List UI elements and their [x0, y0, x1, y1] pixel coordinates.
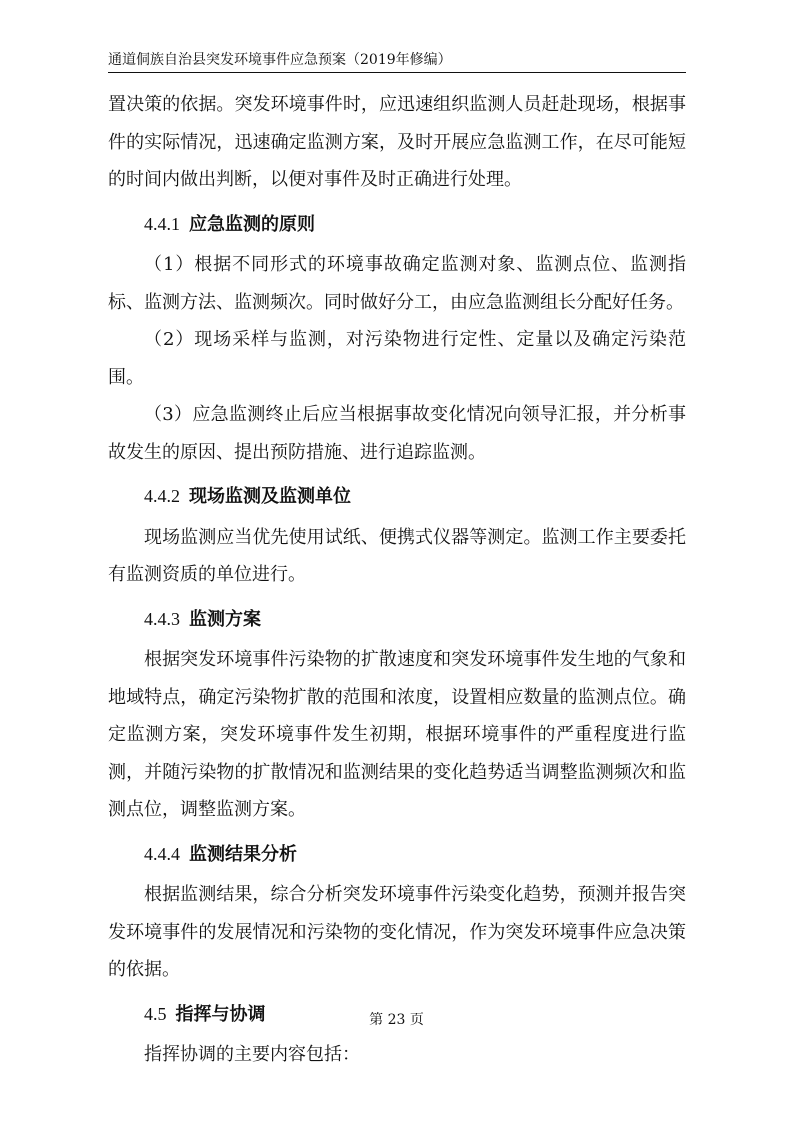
section-number: 4.4.2: [144, 486, 180, 506]
section-title: 现场监测及监测单位: [189, 486, 351, 507]
section-heading-4-4-3: [108, 594, 686, 642]
principle-item-3: （3）应急监测终止后应当根据事故变化情况向领导汇报，并分析事故发生的原因、提出预防措施、进行追踪监测。: [108, 404, 686, 463]
section-paragraph: 根据监测结果，综合分析突发环境事件污染变化趋势，预测并报告突发环境事件的发展情况和污染物的变化情况，作为突发环境事件应急决策的依据。: [108, 884, 686, 980]
section-paragraph: 指挥协调的主要内容包括：: [144, 1044, 360, 1065]
principle-item-2: （2）现场采样与监测，对污染物进行定性、定量以及确定污染范围。: [108, 329, 686, 388]
principle-item-1: （1）根据不同形式的环境事故确定监测对象、监测点位、监测指标、监测方法、监测频次。同时做好分工，由应急监测组长分配好任务。: [108, 254, 686, 313]
section-paragraph: 现场监测应当优先使用试纸、便携式仪器等测定。监测工作主要委托有监测资质的单位进行。: [108, 526, 686, 585]
section-title: 监测结果分析: [189, 843, 297, 865]
header-rule: [108, 72, 686, 73]
section-title: 应急监测的原则: [189, 213, 315, 235]
section-number: 4.4.1: [144, 213, 180, 234]
section-number: 4.4.4: [144, 843, 180, 864]
intro-paragraph: 置决策的依据。突发环境事件时，应迅速组织监测人员赶赴现场，根据事件的实际情况，迅速确定监测方案，及时开展应急监测工作，在尽可能短的时间内做出判断，以便对事件及时正确进行处理。: [108, 94, 686, 190]
document-body: [108, 86, 686, 1074]
page-number: 第 23 页: [369, 1012, 424, 1028]
section-title: 监测方案: [189, 608, 261, 630]
running-header: 通道侗族自治县突发环境事件应急预案（2019年修编）: [108, 52, 452, 68]
section-heading-4-4-2: [108, 471, 686, 519]
section-title: 指挥与协调: [175, 1003, 266, 1025]
section-number: 4.5: [144, 1003, 167, 1024]
section-heading-4-4-1: [108, 199, 686, 247]
section-paragraph: 根据突发环境事件污染物的扩散速度和突发环境事件发生地的气象和地域特点，确定污染物扩散的范围和浓度，设置相应数量的监测点位。确定监测方案，突发环境事件发生初期，根据环境事件的严重程度进行监测，并随污染物的扩散情况和监测结果的变化趋势适当调整监测频次和监测点位，调整监测方案。: [108, 649, 686, 820]
section-heading-4-4-4: [108, 829, 686, 877]
section-number: 4.4.3: [144, 608, 180, 629]
